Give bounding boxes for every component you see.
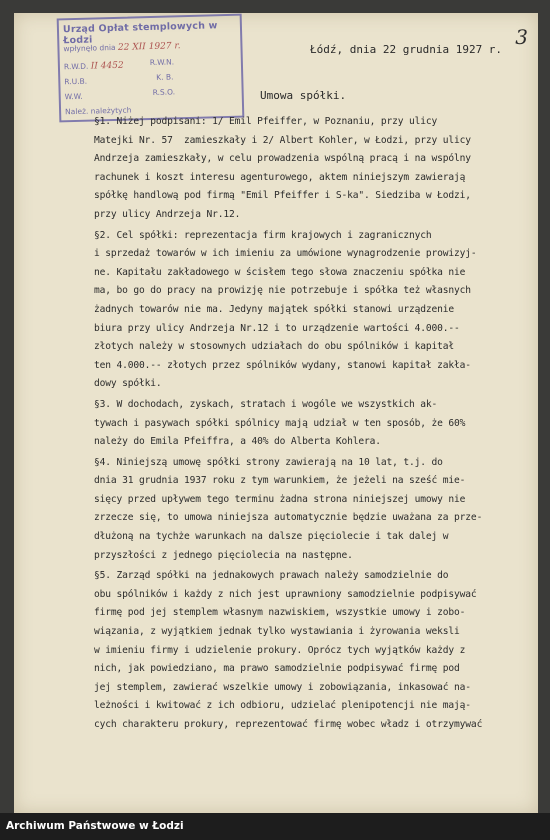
stamp-rwn: R.W.N. bbox=[149, 57, 175, 68]
stamp-rso: R.S.O. bbox=[152, 87, 176, 97]
text-line: leżności i kwitować z ich odbioru, udzielać plenipotencji nie mają- bbox=[94, 700, 471, 712]
text-line: cych charakteru prokury, reprezentować firmę wobec władz i otrzymywać bbox=[94, 719, 483, 730]
text-line: spółkę handlową pod firmą "Emil Pfeiffer i S-ka". Siedziba w Łodzi, bbox=[94, 190, 471, 202]
archive-footer bbox=[0, 813, 550, 840]
text-line: dłużoną na tychże warunkach na dalsze pięciolecie i tak dalej w bbox=[94, 531, 449, 543]
text-line: ne. Kapitału zakładowego w ścisłem tego słowa znaczeniu spółka nie bbox=[94, 266, 466, 278]
text-line: firmę pod jej stemplem własnym nazwiskiem, wszystkie umowy i zobo- bbox=[94, 607, 466, 619]
text-line: zrzecze się, to umowa niniejsza automatycznie będzie uważana za prze- bbox=[94, 512, 483, 524]
text-line: w imieniu firmy i udzielenie prokury. Oprócz tych wyjątków każdy z bbox=[94, 644, 466, 656]
text-line: wiązania, z wyjątkiem jednak tylko wystawiania i żyrowania weksli bbox=[94, 626, 460, 638]
stamp-kb: K. B. bbox=[156, 72, 174, 82]
text-line: sięcy przed upływem tego terminu żadna strona niniejszej umowy nie bbox=[94, 493, 466, 505]
text-line: §2. Cel spółki: reprezentacja firm krajowych i zagranicznych bbox=[94, 229, 432, 241]
text-line: jej stemplem, zawierać wszelkie umowy i zobowiązania, inkasować na- bbox=[94, 681, 471, 693]
stamp-footer: Należ. należytych bbox=[64, 105, 132, 117]
text-line: §4. Niniejszą umowę spółki strony zawierają na 10 lat, t.j. do bbox=[94, 456, 443, 468]
text-line: Matejki Nr. 57 zamieszkały i 2/ Albert Kohler, w Łodzi, przy ulicy bbox=[94, 134, 471, 146]
text-line: §1. Niżej podpisani: 1/ Emil Pfeiffer, w Poznaniu, przy ulicy bbox=[94, 116, 438, 127]
text-line: nich, jak powiedziano, ma prawo samodzielnie podpisywać firmę pod bbox=[94, 663, 460, 675]
text-line: przy ulicy Andrzeja Nr.12. bbox=[94, 208, 241, 220]
text-line: biura przy ulicy Andrzeja Nr.12 i to urządzenie wartości 4.000.-- bbox=[94, 322, 460, 334]
archive-name: Archiwum Państwowe w Łodzi bbox=[6, 820, 184, 832]
stamp-rwd-number: II 4452 bbox=[90, 60, 124, 72]
stamp-ww: W.W. bbox=[64, 91, 83, 102]
stamp-received bbox=[63, 41, 180, 54]
stamp-received-date: 22 XII 1927 r. bbox=[117, 41, 181, 53]
text-line: Andrzeja zamieszkały, w celu prowadzenia wspólną pracą i na wspólny bbox=[94, 153, 471, 165]
text-line: rachunek i koszt interesu agenturowego, aktem niniejszym zawierają bbox=[94, 171, 466, 183]
text-line: dnia 31 grudnia 1937 roku z tym warunkiem, że jeżeli na sześć mie- bbox=[94, 475, 466, 487]
stamp-title: Urząd Opłat stemplowych w Łodzi bbox=[62, 20, 218, 47]
text-line: §3. W dochodach, zyskach, stratach i wogóle we wszystkich ak- bbox=[94, 398, 438, 410]
text-line: przyszłości z jednego pięciolecia na następne. bbox=[94, 549, 353, 561]
stamp-rwd-label: R.W.D. bbox=[63, 61, 89, 72]
document-page bbox=[14, 13, 538, 813]
tax-office-stamp bbox=[57, 14, 245, 123]
text-line: obu spólników i każdy z nich jest uprawniony samodzielnie podpisywać bbox=[94, 588, 477, 600]
text-line: i sprzedaż towarów w ich imieniu za umówione wynagrodzenie prowizyj- bbox=[94, 248, 477, 260]
page-number: 3 bbox=[515, 25, 528, 49]
text-line: §5. Zarząd spółki na jednakowych prawach należy samodzielnie do bbox=[94, 570, 449, 582]
stamp-rwd bbox=[64, 61, 124, 73]
document-date: Łódź, dnia 22 grudnia 1927 r. bbox=[310, 43, 503, 56]
text-line: ten 4.000.-- złotych przez spólników wydany, stanowi kapitał zakła- bbox=[94, 359, 471, 371]
stamp-rub: R.U.B. bbox=[64, 76, 88, 87]
document-title: Umowa spółki. bbox=[260, 89, 347, 102]
document-body bbox=[94, 113, 534, 735]
stamp-received-label: wpłynęło dnia bbox=[63, 42, 116, 54]
text-line: złotych należy w stosownych udziałach do obu spólników i kapitał bbox=[94, 341, 455, 353]
text-line: ma, bo go do pracy na prowizję nie potrzebuje i spółka też własnych bbox=[94, 285, 471, 297]
text-line: tywach i pasywach spółki spólnicy mają udział w ten sposób, że 60% bbox=[94, 417, 466, 429]
text-line: należy do Emila Pfeiffra, a 40% do Alberta Kohlera. bbox=[94, 436, 381, 448]
text-line: dowy spółki. bbox=[94, 378, 162, 390]
text-line: żadnych towarów nie ma. Jedyny majątek spółki stanowi urządzenie bbox=[94, 303, 455, 315]
